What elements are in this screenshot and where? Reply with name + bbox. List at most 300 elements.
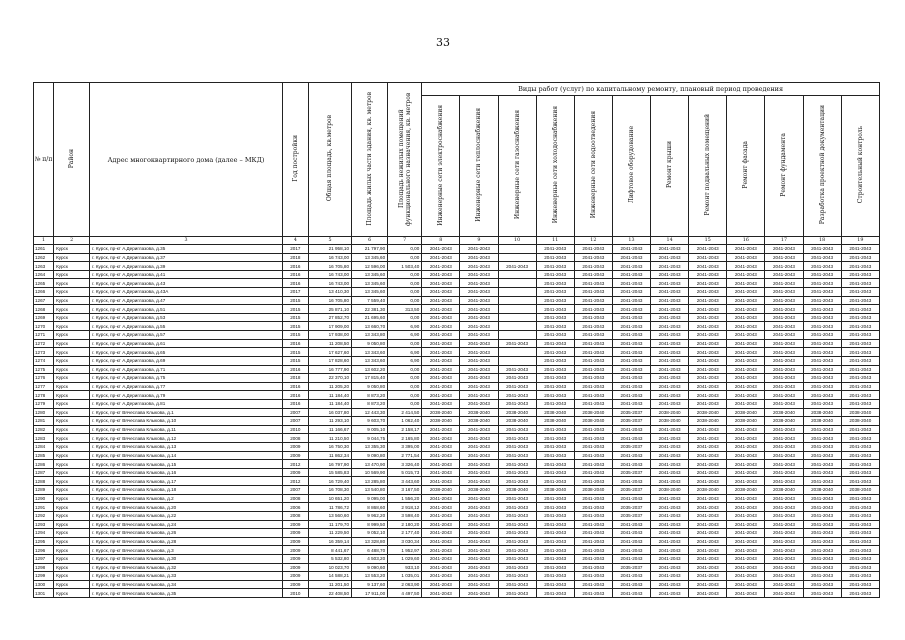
row-period: 2041-2043 <box>803 356 841 365</box>
row-district: Курск <box>54 486 90 495</box>
row-period: 2041-2043 <box>574 580 612 589</box>
row-period: 2041-2043 <box>536 356 574 365</box>
header-address: Адрес многоквартирного дома (далее – МКД) <box>90 83 283 237</box>
row-id: 1273 <box>34 348 54 357</box>
row-id: 1275 <box>34 365 54 374</box>
row-period: 2041-2043 <box>612 399 650 408</box>
row-living-area: 17 911,00 <box>352 589 388 598</box>
row-period: 2041-2043 <box>689 563 727 572</box>
row-living-area: 13 343,80 <box>352 331 388 340</box>
row-period: 2041-2043 <box>612 305 650 314</box>
row-period: 2041-2043 <box>689 494 727 503</box>
row-id: 1276 <box>34 374 54 383</box>
row-nonres-area: 0,00 <box>388 339 422 348</box>
row-nonres-area: 6,90 <box>388 331 422 340</box>
row-living-area: 13 345,60 <box>352 288 388 297</box>
row-id: 1288 <box>34 477 54 486</box>
row-period: 2041-2043 <box>536 305 574 314</box>
row-period: 2041-2043 <box>574 451 612 460</box>
row-year: 2016 <box>282 399 308 408</box>
row-period: 2038-2040 <box>651 486 689 495</box>
row-period: 2035-2037 <box>612 408 650 417</box>
row-period: 2041-2043 <box>841 511 879 520</box>
row-period: 2041-2043 <box>422 425 460 434</box>
row-period: 2038-2040 <box>422 486 460 495</box>
row-period: 2041-2043 <box>727 382 765 391</box>
row-year: 2009 <box>282 520 308 529</box>
row-period: 2041-2043 <box>765 339 803 348</box>
row-district: Курск <box>54 563 90 572</box>
row-district: Курск <box>54 460 90 469</box>
row-period: 2041-2043 <box>803 572 841 581</box>
row-period: 2041-2043 <box>498 468 536 477</box>
row-period: 2041-2043 <box>803 399 841 408</box>
row-period: 2041-2043 <box>765 434 803 443</box>
row-period: 2041-2043 <box>460 348 498 357</box>
row-period: 2041-2043 <box>460 365 498 374</box>
row-period: 2041-2043 <box>841 529 879 538</box>
table-row <box>34 468 880 477</box>
row-id: 1301 <box>34 589 54 598</box>
row-period: 2041-2043 <box>460 245 498 254</box>
row-total-area: 14 588,21 <box>308 572 351 581</box>
row-id: 1272 <box>34 339 54 348</box>
row-period: 2041-2043 <box>803 580 841 589</box>
row-district: Курск <box>54 365 90 374</box>
row-period: 2041-2043 <box>727 253 765 262</box>
row-address: г. Курск, пр-кт А.Дериглазова, д.51 <box>90 305 283 314</box>
row-district: Курск <box>54 245 90 254</box>
row-period: 2038-2040 <box>689 486 727 495</box>
row-period: 2041-2043 <box>460 322 498 331</box>
row-period: 2041-2043 <box>574 468 612 477</box>
row-period <box>498 270 536 279</box>
row-id: 1298 <box>34 563 54 572</box>
table-row <box>34 270 880 279</box>
table-row <box>34 279 880 288</box>
row-nonres-area: 3 395,00 <box>388 443 422 452</box>
row-period: 2041-2043 <box>765 477 803 486</box>
row-address: г. Курск, пр-кт Вячеслава Клыкова, д.10 <box>90 417 283 426</box>
row-period: 2041-2043 <box>651 305 689 314</box>
column-number: 3 <box>90 237 283 245</box>
row-year: 2018 <box>282 374 308 383</box>
row-district: Курск <box>54 451 90 460</box>
row-address: г. Курск, пр-кт А.Дериглазова, д.37 <box>90 253 283 262</box>
row-period: 2041-2043 <box>803 305 841 314</box>
row-id: 1300 <box>34 580 54 589</box>
row-nonres-area: 2 063,90 <box>388 580 422 589</box>
row-period: 2041-2043 <box>841 348 879 357</box>
row-period: 2041-2043 <box>460 511 498 520</box>
header-nonres-area: Площадь нежилых помещений функционального назначения, кв. метров <box>388 83 422 237</box>
row-period: 2041-2043 <box>803 391 841 400</box>
row-nonres-area: 2 177,40 <box>388 529 422 538</box>
row-year: 2016 <box>282 382 308 391</box>
row-period: 2041-2043 <box>727 425 765 434</box>
column-number: 7 <box>388 237 422 245</box>
row-period: 2041-2043 <box>574 322 612 331</box>
row-id: 1289 <box>34 486 54 495</box>
row-period: 2041-2043 <box>460 529 498 538</box>
row-period: 2041-2043 <box>803 313 841 322</box>
row-period: 2041-2043 <box>727 313 765 322</box>
row-period: 2038-2040 <box>803 486 841 495</box>
row-period: 2041-2043 <box>536 554 574 563</box>
row-period: 2041-2043 <box>841 253 879 262</box>
row-period: 2041-2043 <box>574 572 612 581</box>
table-row <box>34 546 880 555</box>
row-period: 2038-2040 <box>765 408 803 417</box>
row-living-area: 13 345,60 <box>352 279 388 288</box>
row-period: 2041-2043 <box>536 322 574 331</box>
row-period: 2038-2040 <box>498 417 536 426</box>
row-year: 2008 <box>282 494 308 503</box>
row-period: 2041-2043 <box>574 313 612 322</box>
row-nonres-area: 1 952,97 <box>388 546 422 555</box>
row-period: 2041-2043 <box>841 572 879 581</box>
row-year: 2009 <box>282 572 308 581</box>
row-total-area: 16 743,00 <box>308 253 351 262</box>
row-period: 2041-2043 <box>689 374 727 383</box>
row-period: 2041-2043 <box>422 331 460 340</box>
row-id: 1295 <box>34 537 54 546</box>
row-period: 2041-2043 <box>841 339 879 348</box>
row-period: 2041-2043 <box>422 270 460 279</box>
column-number: 11 <box>536 237 574 245</box>
row-nonres-area: 0,00 <box>388 279 422 288</box>
row-year: 2009 <box>282 451 308 460</box>
header-work-19: Строительный контроль <box>841 96 879 237</box>
row-period <box>498 305 536 314</box>
capital-repair-table <box>33 82 880 598</box>
column-number: 12 <box>574 237 612 245</box>
row-id: 1293 <box>34 520 54 529</box>
row-period: 2041-2043 <box>765 391 803 400</box>
row-living-area: 9 090,80 <box>352 451 388 460</box>
row-period: 2041-2043 <box>765 460 803 469</box>
row-period: 2041-2043 <box>651 374 689 383</box>
row-nonres-area: 4 497,50 <box>388 589 422 598</box>
row-id: 1274 <box>34 356 54 365</box>
row-period: 2041-2043 <box>651 511 689 520</box>
row-district: Курск <box>54 580 90 589</box>
row-period: 2041-2043 <box>841 322 879 331</box>
row-year: 2012 <box>282 460 308 469</box>
table-row <box>34 494 880 503</box>
row-district: Курск <box>54 589 90 598</box>
row-period: 2041-2043 <box>689 288 727 297</box>
row-period: 2041-2043 <box>727 546 765 555</box>
row-period: 2041-2043 <box>574 460 612 469</box>
row-period: 2041-2043 <box>422 339 460 348</box>
row-living-area: 9 052,10 <box>352 529 388 538</box>
row-period: 2041-2043 <box>422 399 460 408</box>
row-period: 2041-2043 <box>574 511 612 520</box>
row-period: 2041-2043 <box>651 520 689 529</box>
row-address: г. Курск, пр-кт Вячеслава Клыкова, д.13 <box>90 443 283 452</box>
column-number: 5 <box>308 237 351 245</box>
row-period: 2041-2043 <box>689 425 727 434</box>
row-period: 2035-2037 <box>612 417 650 426</box>
row-period: 2041-2043 <box>536 460 574 469</box>
row-district: Курск <box>54 434 90 443</box>
row-period: 2041-2043 <box>651 460 689 469</box>
row-period: 2038-2040 <box>460 408 498 417</box>
row-period: 2041-2043 <box>841 563 879 572</box>
row-address: г. Курск, пр-кт А.Дериглазова, д.57 <box>90 331 283 340</box>
row-address: г. Курск, пр-кт А.Дериглазова, д.35 <box>90 245 283 254</box>
row-period: 2041-2043 <box>689 331 727 340</box>
table-row <box>34 356 880 365</box>
row-period: 2041-2043 <box>765 356 803 365</box>
row-living-area: 13 355,30 <box>352 443 388 452</box>
row-district: Курск <box>54 425 90 434</box>
table-row <box>34 477 880 486</box>
row-living-area: 8 999,50 <box>352 520 388 529</box>
row-period: 2041-2043 <box>612 262 650 271</box>
row-period: 2041-2043 <box>612 460 650 469</box>
row-nonres-area: 0,00 <box>388 296 422 305</box>
row-period: 2038-2040 <box>460 417 498 426</box>
row-period: 2041-2043 <box>765 563 803 572</box>
row-district: Курск <box>54 537 90 546</box>
row-period: 2041-2043 <box>536 494 574 503</box>
header-year: Год постройки <box>282 83 308 237</box>
row-district: Курск <box>54 313 90 322</box>
row-period: 2041-2043 <box>422 262 460 271</box>
row-nonres-area: 0,00 <box>388 313 422 322</box>
row-period: 2041-2043 <box>574 279 612 288</box>
row-period: 2041-2043 <box>460 494 498 503</box>
row-period: 2041-2043 <box>841 288 879 297</box>
row-district: Курск <box>54 520 90 529</box>
row-living-area: 13 540,80 <box>352 486 388 495</box>
row-period: 2041-2043 <box>536 296 574 305</box>
row-address: г. Курск, пр-кт А.Дериглазова, д.75 <box>90 374 283 383</box>
column-number: 13 <box>612 237 650 245</box>
row-period: 2041-2043 <box>536 245 574 254</box>
row-nonres-area: 3 030,34 <box>388 537 422 546</box>
row-period: 2041-2043 <box>574 554 612 563</box>
row-period: 2041-2043 <box>612 270 650 279</box>
row-period: 2038-2040 <box>422 417 460 426</box>
row-period: 2041-2043 <box>460 443 498 452</box>
row-year: 2015 <box>282 313 308 322</box>
row-period: 2038-2040 <box>651 408 689 417</box>
row-period: 2041-2043 <box>727 460 765 469</box>
row-address: г. Курск, пр-кт Вячеслава Клыкова, д.22 <box>90 511 283 520</box>
row-period: 2041-2043 <box>460 331 498 340</box>
row-period <box>498 356 536 365</box>
row-period: 2041-2043 <box>765 382 803 391</box>
row-period: 2041-2043 <box>574 331 612 340</box>
row-living-area: 9 005,10 <box>352 425 388 434</box>
row-nonres-area: 1 035,01 <box>388 572 422 581</box>
header-work-11: Инженерные сети холодоснабжения <box>536 96 574 237</box>
row-id: 1291 <box>34 503 54 512</box>
row-period: 2041-2043 <box>803 468 841 477</box>
row-period: 2041-2043 <box>612 322 650 331</box>
row-period: 2041-2043 <box>460 382 498 391</box>
row-period: 2041-2043 <box>651 434 689 443</box>
row-id: 1297 <box>34 554 54 563</box>
row-period: 2041-2043 <box>536 580 574 589</box>
row-address: г. Курск, пр-кт Вячеслава Клыкова, д.32 <box>90 563 283 572</box>
row-period: 2041-2043 <box>689 391 727 400</box>
row-year: 2010 <box>282 589 308 598</box>
row-period: 2041-2043 <box>727 331 765 340</box>
row-period: 2041-2043 <box>536 382 574 391</box>
row-period: 2041-2043 <box>612 434 650 443</box>
row-period: 2041-2043 <box>422 494 460 503</box>
row-period: 2041-2043 <box>536 365 574 374</box>
row-period: 2041-2043 <box>651 348 689 357</box>
row-period: 2041-2043 <box>422 477 460 486</box>
row-period: 2041-2043 <box>536 331 574 340</box>
row-nonres-area: 3 167,50 <box>388 486 422 495</box>
row-period: 2041-2043 <box>727 399 765 408</box>
row-period: 2041-2043 <box>689 572 727 581</box>
row-period: 2041-2043 <box>498 425 536 434</box>
row-year: 2015 <box>282 331 308 340</box>
row-period: 2041-2043 <box>689 529 727 538</box>
row-address: г. Курск, пр-кт А.Дериглазова, д.61 <box>90 339 283 348</box>
row-id: 1269 <box>34 313 54 322</box>
row-period: 2041-2043 <box>765 546 803 555</box>
row-period <box>498 313 536 322</box>
row-period: 2035-2037 <box>612 503 650 512</box>
row-period: 2041-2043 <box>422 348 460 357</box>
row-period: 2041-2043 <box>651 245 689 254</box>
row-nonres-area: 0,00 <box>388 245 422 254</box>
row-address: г. Курск, пр-кт А.Дериглазова, д.39 <box>90 262 283 271</box>
row-district: Курск <box>54 477 90 486</box>
row-living-area: 21 695,60 <box>352 313 388 322</box>
row-total-area: 22 370,10 <box>308 374 351 383</box>
row-total-area: 10 651,20 <box>308 494 351 503</box>
row-total-area: 16 750,30 <box>308 443 351 452</box>
row-period: 2041-2043 <box>612 391 650 400</box>
row-nonres-area: 6,90 <box>388 348 422 357</box>
row-period: 2041-2043 <box>803 511 841 520</box>
row-period: 2041-2043 <box>460 460 498 469</box>
row-period: 2041-2043 <box>536 288 574 297</box>
row-address: г. Курск, пр-кт А.Дериглазова, д.47 <box>90 296 283 305</box>
row-period: 2041-2043 <box>574 382 612 391</box>
row-period: 2041-2043 <box>536 348 574 357</box>
row-district: Курск <box>54 572 90 581</box>
row-period: 2041-2043 <box>841 270 879 279</box>
row-period: 2041-2043 <box>498 503 536 512</box>
row-period: 2041-2043 <box>765 305 803 314</box>
row-address: г. Курск, пр-кт Вячеслава Клыкова, д.28 <box>90 537 283 546</box>
row-period: 2041-2043 <box>498 511 536 520</box>
column-number: 4 <box>282 237 308 245</box>
row-period: 2038-2040 <box>765 417 803 426</box>
row-period: 2041-2043 <box>727 322 765 331</box>
table-row <box>34 580 880 589</box>
row-period: 2041-2043 <box>460 477 498 486</box>
row-period: 2041-2043 <box>536 399 574 408</box>
row-district: Курск <box>54 399 90 408</box>
row-address: г. Курск, пр-кт Вячеслава Клыкова, д.34 <box>90 580 283 589</box>
row-period: 2041-2043 <box>841 374 879 383</box>
row-period: 2041-2043 <box>765 374 803 383</box>
row-period: 2041-2043 <box>498 546 536 555</box>
row-district: Курск <box>54 253 90 262</box>
row-id: 1286 <box>34 460 54 469</box>
row-period: 2041-2043 <box>841 391 879 400</box>
row-address: г. Курск, пр-кт Вячеслава Клыкова, д.30 <box>90 554 283 563</box>
table-row <box>34 348 880 357</box>
row-living-area: 9 137,60 <box>352 580 388 589</box>
row-period: 2041-2043 <box>612 589 650 598</box>
row-period: 2041-2043 <box>689 477 727 486</box>
row-period: 2041-2043 <box>651 365 689 374</box>
row-period: 2041-2043 <box>803 262 841 271</box>
row-address: г. Курск, пр-кт Вячеслава Клыкова, д.11 <box>90 425 283 434</box>
row-period: 2041-2043 <box>536 313 574 322</box>
row-nonres-area: 0,00 <box>388 270 422 279</box>
row-period: 2041-2043 <box>841 365 879 374</box>
row-id: 1284 <box>34 443 54 452</box>
row-period: 2041-2043 <box>498 580 536 589</box>
row-period: 2041-2043 <box>498 494 536 503</box>
row-period: 2038-2040 <box>727 486 765 495</box>
row-period: 2041-2043 <box>460 305 498 314</box>
row-period: 2041-2043 <box>651 529 689 538</box>
row-period: 2038-2040 <box>841 417 879 426</box>
row-address: г. Курск, пр-кт Вячеслава Клыкова, д.35 <box>90 589 283 598</box>
table-row <box>34 417 880 426</box>
row-period: 2041-2043 <box>574 399 612 408</box>
row-total-area: 11 201,50 <box>308 580 351 589</box>
table-row <box>34 339 880 348</box>
row-period: 2041-2043 <box>727 279 765 288</box>
row-period: 2041-2043 <box>498 443 536 452</box>
row-period: 2041-2043 <box>727 511 765 520</box>
row-period: 2041-2043 <box>841 460 879 469</box>
row-living-area: 12 596,00 <box>352 262 388 271</box>
column-number: 17 <box>765 237 803 245</box>
row-period: 2041-2043 <box>803 279 841 288</box>
row-period: 2041-2043 <box>422 503 460 512</box>
row-address: г. Курск, пр-кт Вячеслава Клыкова, д.14 <box>90 451 283 460</box>
row-period: 2041-2043 <box>422 245 460 254</box>
row-total-area: 15 585,83 <box>308 468 351 477</box>
row-period: 2038-2040 <box>727 408 765 417</box>
row-total-area: 11 205,20 <box>308 382 351 391</box>
row-period: 2041-2043 <box>574 529 612 538</box>
row-period: 2041-2043 <box>536 503 574 512</box>
row-period: 2041-2043 <box>651 537 689 546</box>
row-period: 2041-2043 <box>765 503 803 512</box>
row-id: 1266 <box>34 288 54 297</box>
row-period: 2041-2043 <box>498 554 536 563</box>
row-period: 2041-2043 <box>612 546 650 555</box>
row-period: 2041-2043 <box>841 546 879 555</box>
row-nonres-area: 1 503,40 <box>388 262 422 271</box>
row-district: Курск <box>54 408 90 417</box>
row-period: 2041-2043 <box>574 520 612 529</box>
row-period: 2041-2043 <box>765 313 803 322</box>
row-period: 2041-2043 <box>841 589 879 598</box>
row-period: 2041-2043 <box>536 434 574 443</box>
row-period: 2041-2043 <box>574 425 612 434</box>
row-period: 2041-2043 <box>460 374 498 383</box>
row-period: 2041-2043 <box>841 262 879 271</box>
